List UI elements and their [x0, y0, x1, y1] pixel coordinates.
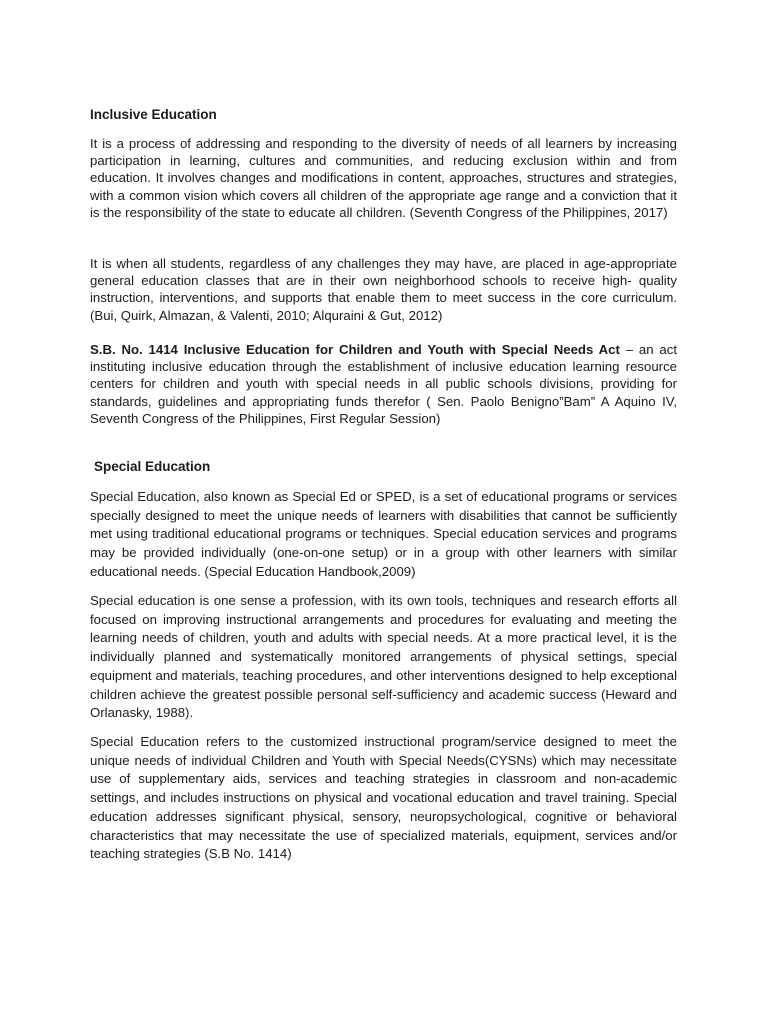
special-ed-customized-program-paragraph: Special Education refers to the customized instructional program/service designed to meet the unique needs of individual Children and Youth with Special Needs(CYSNs) which may necessitate use of supplementary aids, services and teaching strategies in classroom and non-academic settings, and includes instructions on physical and vocational education and travel training. Special education addresses significant physical, sensory, neuropsychological, cognitive or behavioral characteristics that may necessitate the use of specialized materials, equipment, services and/or teaching strategies (S.B No. 1414) [90, 734, 677, 862]
inclusive-placement-paragraph: It is when all students, regardless of any challenges they may have, are placed in age-appropriate general education classes that are in their own neighborhood schools to receive high- quality instruction, interventions, and supports that enable them to meet success in the core curriculum. (Bui, Quirk, Almazan, & Valenti, 2010; Alquraini & Gut, 2012) [90, 256, 677, 323]
heading-inclusive-education: Inclusive Education [90, 107, 217, 122]
heading-special-education: Special Education [94, 459, 211, 474]
special-ed-definition-paragraph: Special Education, also known as Special Ed or SPED, is a set of educational programs or services specially designed to meet the unique needs of learners with disabilities that cannot be sufficiently met using traditional educational programs or techniques. Special education services and programs may be provided individually (one-on-one setup) or in a group with other learners with similar educational needs. (Special Education Handbook,2009) [90, 489, 677, 579]
special-ed-profession-paragraph: Special education is one sense a profession, with its own tools, techniques and research efforts all focused on improving instructional arrangements and procedures for evaluating and meeting the learning needs of children, youth and adults with special needs. At a more practical level, it is the individually planned and systematically monitored arrangements of physical settings, special equipment and materials, teaching procedures, and other interventions designed to help exceptional children achieve the greatest possible personal self-sufficiency and academic success (Heward and Orlanasky, 1988). [90, 593, 677, 721]
inclusive-definition-paragraph: It is a process of addressing and responding to the diversity of needs of all learners by increasing participation in learning, cultures and communities, and reducing exclusion within and from education. It involves changes and modifications in content, approaches, structures and strategies, with a common vision which covers all children of the appropriate age range and a conviction that it is the responsibility of the state to educate all children. (Seventh Congress of the Philippines, 2017) [90, 136, 677, 220]
sb-1414-description: – an act instituting inclusive education through the establishment of inclusive education learning resource centers for children and youth with special needs in all public schools divisions, providing for standards, guidelines and appropriating funds therefor ( Sen. Paolo Benigno”Bam” A Aquino IV, Seventh Congress of the Philippines, First Regular Session) [90, 342, 677, 426]
sb-1414-paragraph [90, 341, 677, 427]
sb-1414-title: S.B. No. 1414 Inclusive Education for Children and Youth with Special Needs Act [90, 342, 620, 357]
